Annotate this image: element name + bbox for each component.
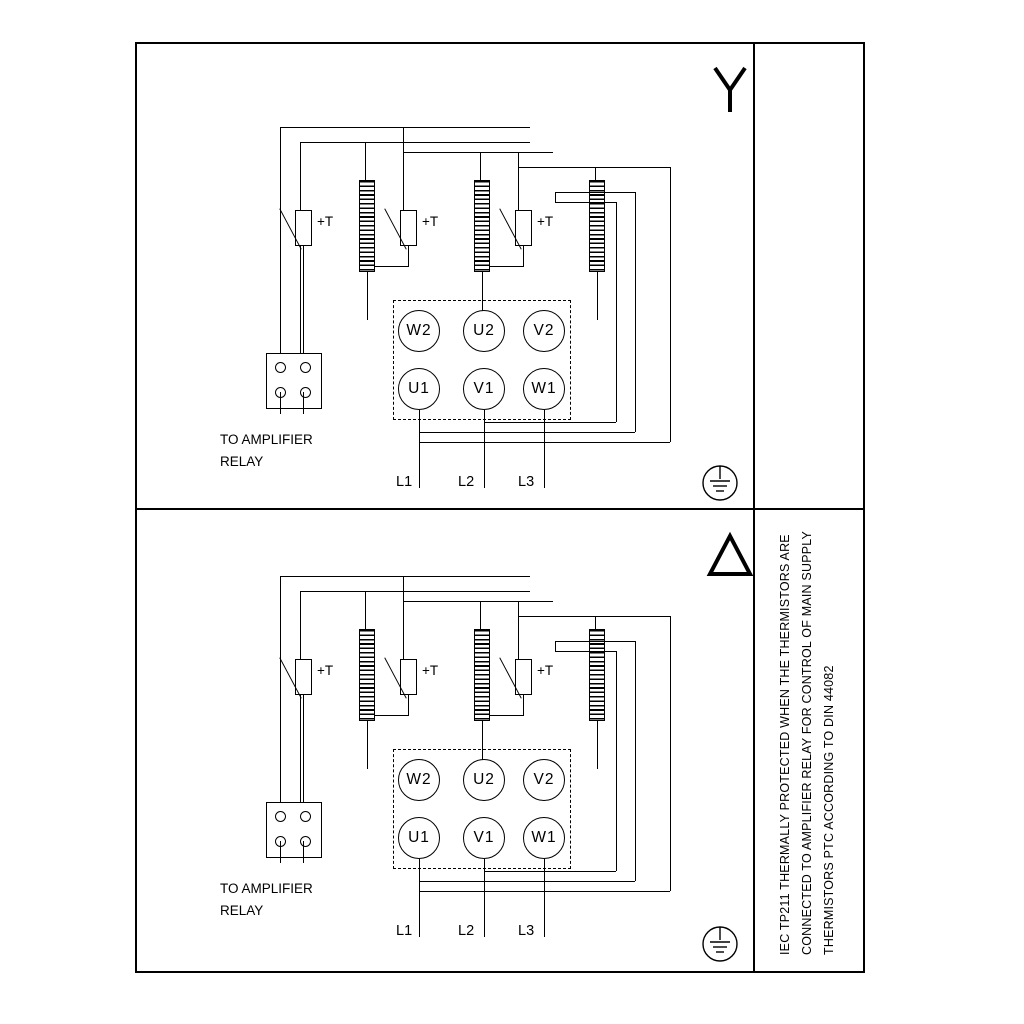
wire: [518, 167, 670, 168]
terminal-v2: V2: [523, 310, 565, 352]
connector-pin: [300, 362, 311, 373]
connector-pin: [300, 811, 311, 822]
supply-label-l2: L2: [458, 474, 475, 490]
wire: [555, 641, 556, 651]
amplifier-relay-connector: [266, 353, 322, 409]
terminal-w1: W1: [523, 817, 565, 859]
panel-delta-connection: [135, 508, 753, 974]
thermistor-label-3: +T: [537, 214, 554, 229]
wire: [403, 601, 553, 602]
note-line-1: IEC TP211 THERMALLY PROTECTED WHEN THE THERMISTORS ARE: [778, 534, 792, 955]
wire: [555, 641, 635, 642]
wire: [635, 192, 636, 432]
thermistor-label-2: +T: [422, 663, 439, 678]
terminal-v1: V1: [463, 368, 505, 410]
thermistor-1: [295, 210, 312, 246]
winding-coil-3: [589, 180, 605, 272]
terminal-u1: U1: [398, 817, 440, 859]
note-line-2: CONNECTED TO AMPLIFIER RELAY FOR CONTROL OF MAIN SUPPLY: [800, 530, 814, 955]
connector-pin: [275, 362, 286, 373]
wire: [597, 721, 598, 769]
thermistor-1: [295, 659, 312, 695]
wire: [403, 576, 404, 659]
thermistor-3: [515, 659, 532, 695]
thermistor-3: [515, 210, 532, 246]
wire: [555, 192, 556, 202]
supply-label-l3: L3: [518, 923, 535, 939]
winding-coil-2: [474, 180, 490, 272]
connector-pin: [300, 836, 311, 847]
winding-coil-1: [359, 180, 375, 272]
winding-coil-2: [474, 629, 490, 721]
wire: [403, 152, 553, 153]
wire: [635, 641, 636, 881]
earth-ground-icon: [690, 918, 750, 970]
wire: [367, 272, 368, 320]
wire: [616, 651, 617, 871]
wire: [300, 591, 530, 592]
wire: [670, 616, 671, 891]
wire: [280, 695, 281, 805]
amplifier-relay-label-line2: RELAY: [220, 454, 264, 469]
thermistor-label-1: +T: [317, 214, 334, 229]
wire: [300, 142, 530, 143]
panel-star-connection: [135, 42, 753, 508]
wire: [408, 246, 409, 266]
wire: [280, 576, 530, 577]
connector-pin: [275, 811, 286, 822]
thermistor-2: [400, 659, 417, 695]
delta-connection-icon: [695, 528, 765, 584]
wire: [523, 695, 524, 715]
wire: [280, 841, 281, 863]
supply-label-l3: L3: [518, 474, 535, 490]
wire: [280, 127, 530, 128]
star-connection-icon: [695, 60, 765, 120]
terminal-v2: V2: [523, 759, 565, 801]
supply-label-l1: L1: [396, 923, 413, 939]
panel-divider-vertical: [753, 42, 755, 973]
wire: [280, 392, 281, 414]
note-block: [760, 60, 860, 960]
wire: [280, 246, 281, 356]
wire: [419, 442, 670, 443]
wire: [419, 410, 420, 488]
wire: [518, 152, 519, 210]
thermistor-label-1: +T: [317, 663, 334, 678]
winding-coil-3: [589, 629, 605, 721]
note-line-3: THERMISTORS PTC ACCORDING TO DIN 44082: [822, 665, 836, 955]
wire: [419, 881, 635, 882]
wire: [670, 167, 671, 442]
wire: [555, 651, 616, 652]
wire: [303, 392, 304, 414]
amplifier-relay-connector: [266, 802, 322, 858]
wire: [303, 695, 304, 805]
earth-ground-icon: [690, 457, 750, 509]
amplifier-relay-label-line1: TO AMPLIFIER: [220, 881, 313, 896]
terminal-u1: U1: [398, 368, 440, 410]
wire: [484, 422, 616, 423]
supply-label-l2: L2: [458, 923, 475, 939]
winding-coil-1: [359, 629, 375, 721]
thermistor-2: [400, 210, 417, 246]
connector-pin: [300, 387, 311, 398]
wire: [303, 246, 304, 356]
wire: [616, 202, 617, 422]
wire: [303, 841, 304, 863]
thermistor-label-3: +T: [537, 663, 554, 678]
wire: [419, 859, 420, 937]
terminal-w1: W1: [523, 368, 565, 410]
wire: [408, 695, 409, 715]
amplifier-relay-label-line1: TO AMPLIFIER: [220, 432, 313, 447]
wire: [518, 601, 519, 659]
wire: [484, 871, 616, 872]
terminal-v1: V1: [463, 817, 505, 859]
wire: [523, 246, 524, 266]
terminal-w2: W2: [398, 759, 440, 801]
terminal-w2: W2: [398, 310, 440, 352]
wire: [367, 721, 368, 769]
wire: [403, 127, 404, 210]
wire: [419, 432, 635, 433]
terminal-u2: U2: [463, 310, 505, 352]
wire: [555, 192, 635, 193]
wire: [555, 202, 616, 203]
supply-label-l1: L1: [396, 474, 413, 490]
terminal-u2: U2: [463, 759, 505, 801]
wire: [597, 272, 598, 320]
amplifier-relay-label-line2: RELAY: [220, 903, 264, 918]
wire: [419, 891, 670, 892]
wire: [518, 616, 670, 617]
thermistor-label-2: +T: [422, 214, 439, 229]
